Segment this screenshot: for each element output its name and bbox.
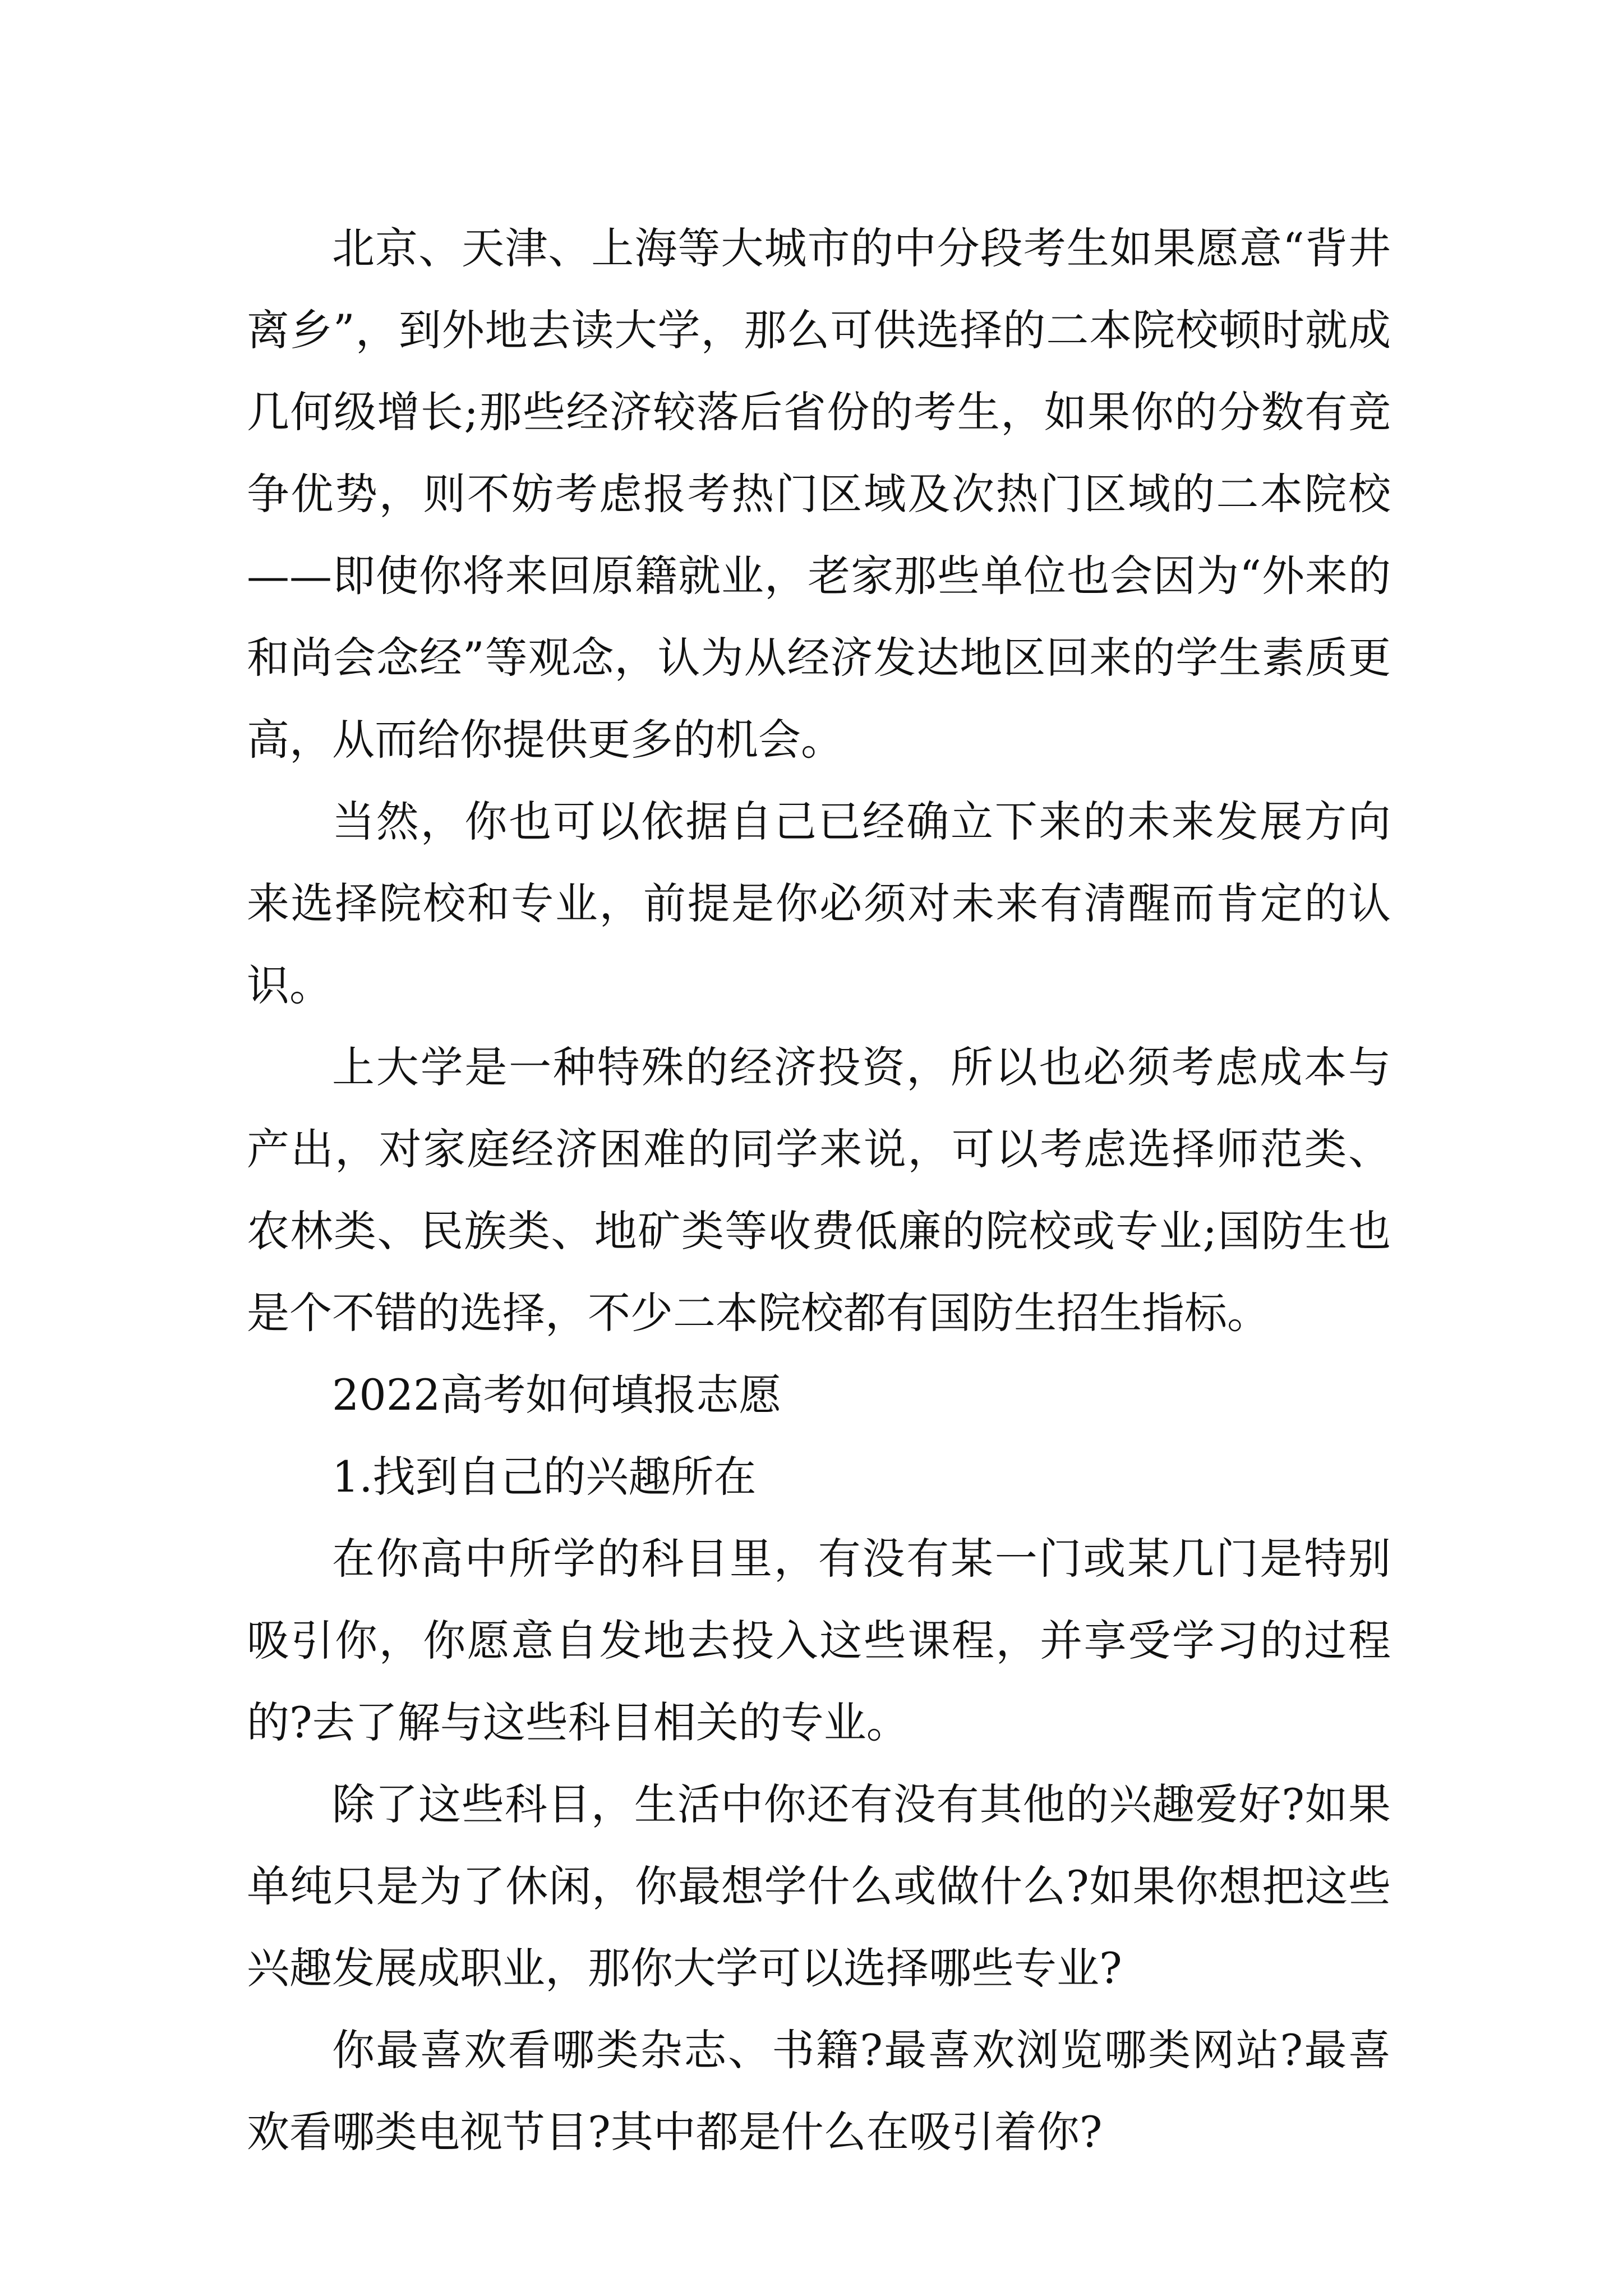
- section-title: 2022高考如何填报志愿: [332, 1370, 782, 1420]
- paragraph-hobbies: 除了这些科目，生活中你还有没有其他的兴趣爱好?如果单纯只是为了休闲，你最想学什么或做什么?如果你想把这些兴趣发展成职业，那你大学可以选择哪些专业?: [247, 1779, 1391, 1993]
- paragraph-media-preferences: 你最喜欢看哪类杂志、书籍?最喜欢浏览哪类网站?最喜欢看哪类电视节目?其中都是什么在吸引着你?: [247, 2025, 1391, 2157]
- paragraph-economic-investment: 上大学是一种特殊的经济投资，所以也必须考虑成本与产出，对家庭经济困难的同学来说，可以考虑选择师范类、农林类、民族类、地矿类等收费低廉的院校或专业;国防生也是个不错的选择，不少二本院校都有国防生招生指标。: [247, 1042, 1391, 1338]
- document-body: [247, 208, 1391, 2173]
- subsection-title: 1.找到自己的兴趣所在: [332, 1452, 757, 1502]
- paragraph-future-direction: 当然，你也可以依据自己已经确立下来的未来发展方向来选择院校和专业，前提是你必须对未来有清醒而肯定的认识。: [247, 797, 1391, 1010]
- paragraph-favorite-subjects: 在你高中所学的科目里，有没有某一门或某几门是特别吸引你，你愿意自发地去投入这些课程，并享受学习的过程的?去了解与这些科目相关的专业。: [247, 1534, 1391, 1747]
- paragraph-big-city-students: 北京、天津、上海等大城市的中分段考生如果愿意“背井离乡”，到外地去读大学，那么可供选择的二本院校顿时就成几何级增长;那些经济较落后省份的考生，如果你的分数有竞争优势，则不妨考虑报考热门区域及次热门区域的二本院校——即使你将来回原籍就业，老家那些单位也会因为“外来的和尚会念经”等观念，认为从经济发达地区回来的学生素质更高，从而给你提供更多的机会。: [247, 223, 1391, 765]
